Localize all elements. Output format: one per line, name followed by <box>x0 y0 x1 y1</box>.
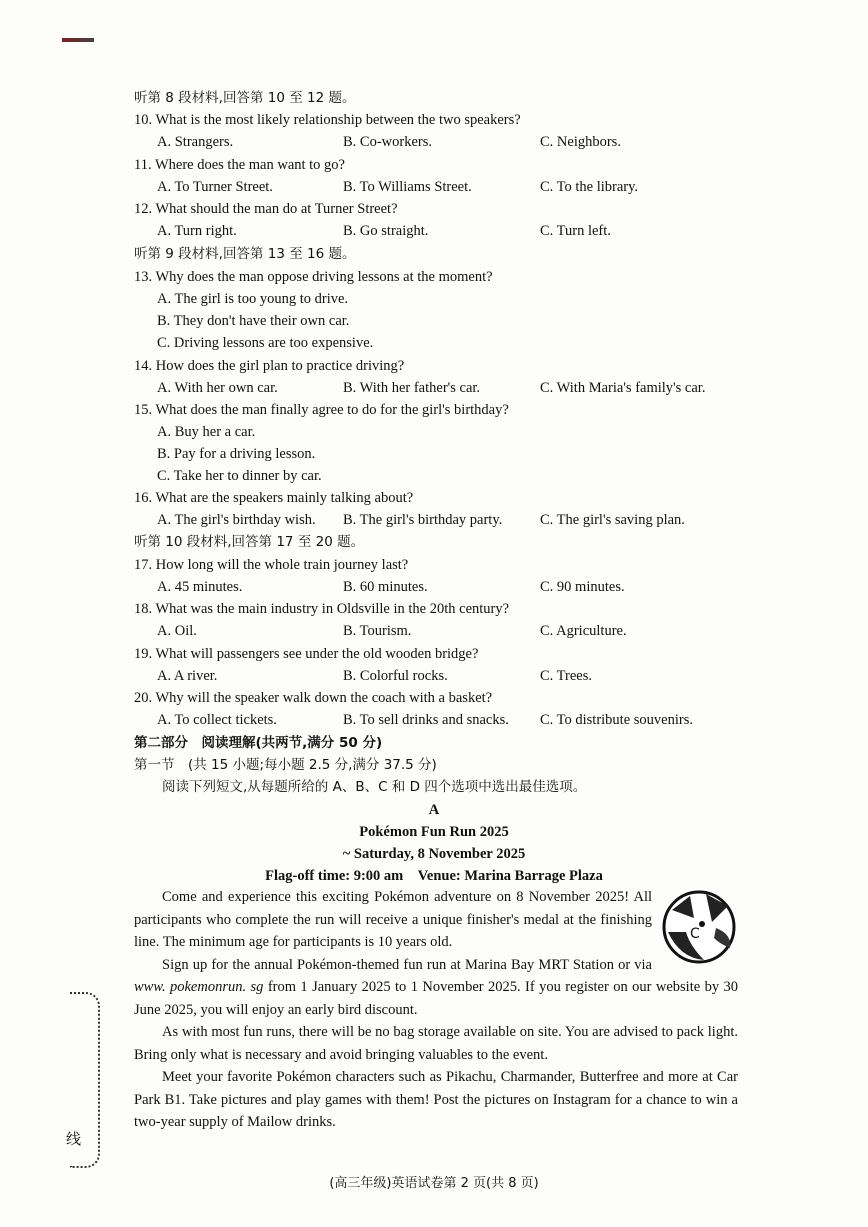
q16-option-a: A. The girl's birthday wish. <box>157 512 316 528</box>
p2-text-a: Sign up for the annual Pokémon-themed fun run at Marina Bay MRT Station or via <box>162 956 652 973</box>
q12-option-b: B. Go straight. <box>343 223 429 239</box>
q12-option-c: C. Turn left. <box>540 223 611 239</box>
q19-option-b: B. Colorful rocks. <box>343 668 448 684</box>
q19-option-a: A. A river. <box>157 668 218 684</box>
part2-title: 第二部分 阅读理解(共两节,满分 50 分) <box>134 735 383 751</box>
q17-option-a: A. 45 minutes. <box>157 579 243 595</box>
part2-instruction: 阅读下列短文,从每题所给的 A、B、C 和 D 四个选项中选出最佳选项。 <box>162 779 587 795</box>
q10-option-b: B. Co-workers. <box>343 134 433 150</box>
section-header-8: 听第 8 段材料,回答第 10 至 12 题。 <box>134 90 356 106</box>
q14-option-a: A. With her own car. <box>157 380 278 396</box>
question-20: 20. Why will the speaker walk down the coach with a basket? <box>134 690 493 706</box>
passage-letter: A <box>428 802 440 818</box>
registration-url: www. pokemonrun. sg <box>134 979 264 995</box>
section-header-9: 听第 9 段材料,回答第 13 至 16 题。 <box>134 246 356 262</box>
q15-option-b: B. Pay for a driving lesson. <box>157 446 316 462</box>
q18-option-c: C. Agriculture. <box>540 623 627 639</box>
q11-option-a: A. To Turner Street. <box>157 179 273 195</box>
q17-option-c: C. 90 minutes. <box>540 579 625 595</box>
passage-flagoff: Flag-off time: 9:00 am Venue: Marina Barrage Plaza <box>265 868 603 884</box>
pokemon-logo-icon <box>660 888 738 966</box>
q12-option-a: A. Turn right. <box>157 223 237 239</box>
q11-option-c: C. To the library. <box>540 179 639 195</box>
passage-paragraph-4: Meet your favorite Pokémon characters such as Pikachu, Charmander, Butterfree and more at Car Park B1. Take pictures and play games with them! Post the pictures on Instagram for a chance to win a two-year supply of Mailow drinks. <box>134 1069 738 1130</box>
passage-paragraph-3: As with most fun runs, there will be no bag storage available on site. You are advised to pack light. Bring only what is necessary and avoid bringing valuables to the event. <box>134 1024 738 1063</box>
q18-option-a: A. Oil. <box>157 623 197 639</box>
p2-text-b: from 1 January 2025 to 1 November 2025. If you register on our website by 30 June 2025, you will enjoy an early bird discount. <box>134 979 738 1018</box>
q10-option-c: C. Neighbors. <box>540 134 621 150</box>
passage-paragraph-1: Come and experience this exciting Pokémon adventure on 8 November 2025! All participants who complete the run will receive a unique finisher's medal at the finishing line. The minimum age for participants is 10 years old. <box>134 889 652 950</box>
q20-option-b: B. To sell drinks and snacks. <box>343 712 509 728</box>
svg-text:C: C <box>690 926 700 942</box>
q11-option-b: B. To Williams Street. <box>343 179 472 195</box>
q13-option-c: C. Driving lessons are too expensive. <box>157 335 374 351</box>
q19-option-c: C. Trees. <box>540 668 592 684</box>
page-footer: (高三年级)英语试卷第 2 页(共 8 页) <box>329 1176 539 1191</box>
part2-section1: 第一节 (共 15 小题;每小题 2.5 分,满分 37.5 分) <box>134 757 437 773</box>
passage-paragraph-2 <box>134 954 738 1022</box>
question-14: 14. How does the girl plan to practice driving? <box>134 358 405 374</box>
question-11: 11. Where does the man want to go? <box>134 157 345 173</box>
q10-option-a: A. Strangers. <box>157 134 234 150</box>
q16-option-c: C. The girl's saving plan. <box>540 512 685 528</box>
question-18: 18. What was the main industry in Oldsville in the 20th century? <box>134 601 510 617</box>
q15-option-a: A. Buy her a car. <box>157 424 256 440</box>
passage-body <box>134 886 738 1134</box>
q20-option-a: A. To collect tickets. <box>157 712 277 728</box>
question-17: 17. How long will the whole train journey last? <box>134 557 409 573</box>
question-16: 16. What are the speakers mainly talking about? <box>134 490 414 506</box>
binding-char: 线 <box>66 1130 82 1148</box>
question-10: 10. What is the most likely relationship between the two speakers? <box>134 112 521 128</box>
question-12: 12. What should the man do at Turner Street? <box>134 201 398 217</box>
q17-option-b: B. 60 minutes. <box>343 579 428 595</box>
q15-option-c: C. Take her to dinner by car. <box>157 468 322 484</box>
q20-option-c: C. To distribute souvenirs. <box>540 712 693 728</box>
q18-option-b: B. Tourism. <box>343 623 412 639</box>
q13-option-a: A. The girl is too young to drive. <box>157 291 349 307</box>
q14-option-b: B. With her father's car. <box>343 380 481 396</box>
question-15: 15. What does the man finally agree to do for the girl's birthday? <box>134 402 509 418</box>
passage-date: ~ Saturday, 8 November 2025 <box>342 846 526 862</box>
passage-title: Pokémon Fun Run 2025 <box>359 824 509 840</box>
scan-mark <box>62 38 94 42</box>
question-19: 19. What will passengers see under the old wooden bridge? <box>134 646 479 662</box>
q16-option-b: B. The girl's birthday party. <box>343 512 503 528</box>
section-header-10: 听第 10 段材料,回答第 17 至 20 题。 <box>134 534 365 550</box>
q13-option-b: B. They don't have their own car. <box>157 313 350 329</box>
q14-option-c: C. With Maria's family's car. <box>540 380 706 396</box>
question-13: 13. Why does the man oppose driving lessons at the moment? <box>134 269 493 285</box>
